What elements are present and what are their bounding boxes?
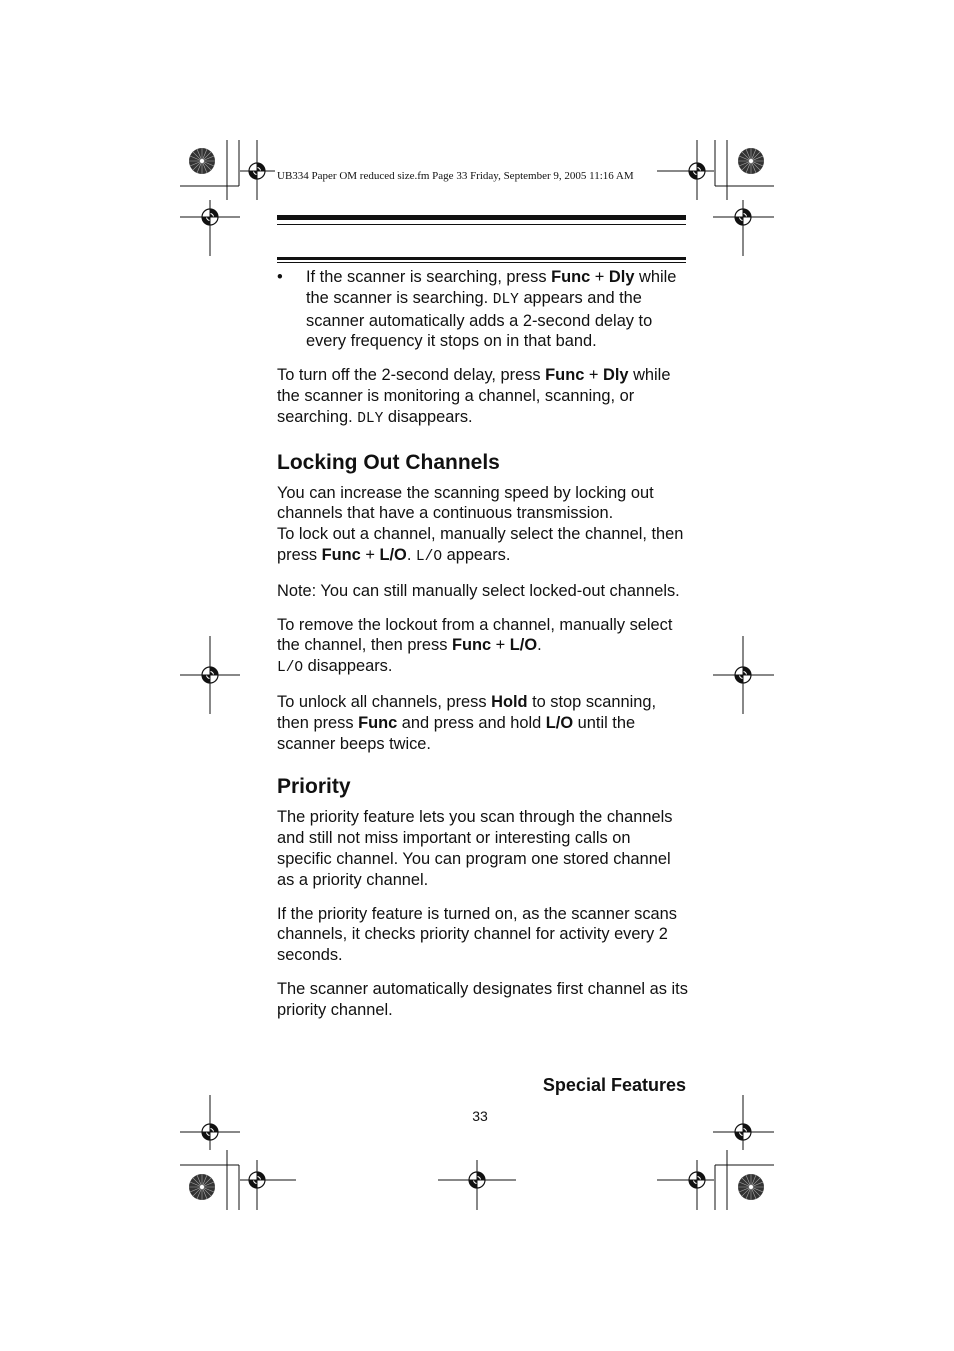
- top-rule-thick: [277, 215, 686, 220]
- key-func: Func: [551, 268, 591, 286]
- key-func: Func: [451, 636, 492, 655]
- key-func: Func: [358, 713, 398, 732]
- page-body: [277, 267, 689, 1034]
- section-rule-thin: [277, 262, 686, 263]
- key-func: Func: [545, 366, 585, 385]
- heading-priority: Priority: [277, 775, 351, 799]
- heading-locking-out-channels: Locking Out Channels: [277, 450, 500, 474]
- paragraph-priority-check: If the priority feature is turned on, as the scanner scans channels, it checks priority channel for activity every 2 seconds.: [277, 904, 677, 965]
- page-number: 33: [472, 1108, 488, 1124]
- bullet-text: If the scanner is searching, press Func + Dly while the scanner is searching. DLY appears and the scanner automatically adds a 2-second delay to every frequency it stops on in that band.: [306, 268, 677, 351]
- top-rule-thin: [277, 224, 686, 225]
- paragraph-priority-default: The scanner automatically designates first channel as its priority channel.: [277, 979, 688, 1019]
- bullet-dot: •: [277, 268, 283, 286]
- footer-section-title: Special Features: [542, 1075, 686, 1095]
- key-lo: L/O: [509, 636, 538, 655]
- key-func: Func: [321, 545, 361, 564]
- paragraph-turn-off-delay: To turn off the 2-second delay, press Func + Dly while the scanner is monitoring a channel, scanning, or searching. DLY disappears.: [277, 366, 671, 427]
- key-hold: Hold: [491, 692, 528, 711]
- display-dly: DLY: [357, 410, 384, 427]
- paragraph-priority-intro: The priority feature lets you scan through the channels and still not miss important or interesting calls on specific channel. You can program one stored channel as a priority channel.: [277, 808, 673, 889]
- display-dly: DLY: [492, 291, 519, 308]
- paragraph-unlock-all: To unlock all channels, press Hold to stop scanning, then press Func and press and hold L/O until the scanner beeps twice.: [277, 692, 657, 753]
- display-lo: L/O: [277, 660, 304, 677]
- paragraph-lockout-intro: You can increase the scanning speed by locking out channels that have a continuous transmission. To lock out a channel, manually select the channel, then press Func + L/O. L/O appears.: [277, 483, 684, 565]
- key-dly: Dly: [603, 366, 629, 385]
- section-rule: [277, 257, 686, 260]
- file-info-header: UB334 Paper OM reduced size.fm Page 33 Friday, September 9, 2005 11:16 AM: [277, 170, 634, 182]
- key-lo: L/O: [379, 545, 407, 564]
- display-lo: L/O: [415, 548, 443, 565]
- bullet-item-search-delay: [277, 267, 689, 352]
- paragraph-remove-lockout: To remove the lockout from a channel, manually select the channel, then press Func + L/O. L/O disappears.: [277, 615, 673, 677]
- paragraph-lockout-note: Note: You can still manually select locked-out channels.: [277, 581, 680, 600]
- key-dly: Dly: [608, 268, 635, 286]
- key-lo: L/O: [545, 713, 574, 732]
